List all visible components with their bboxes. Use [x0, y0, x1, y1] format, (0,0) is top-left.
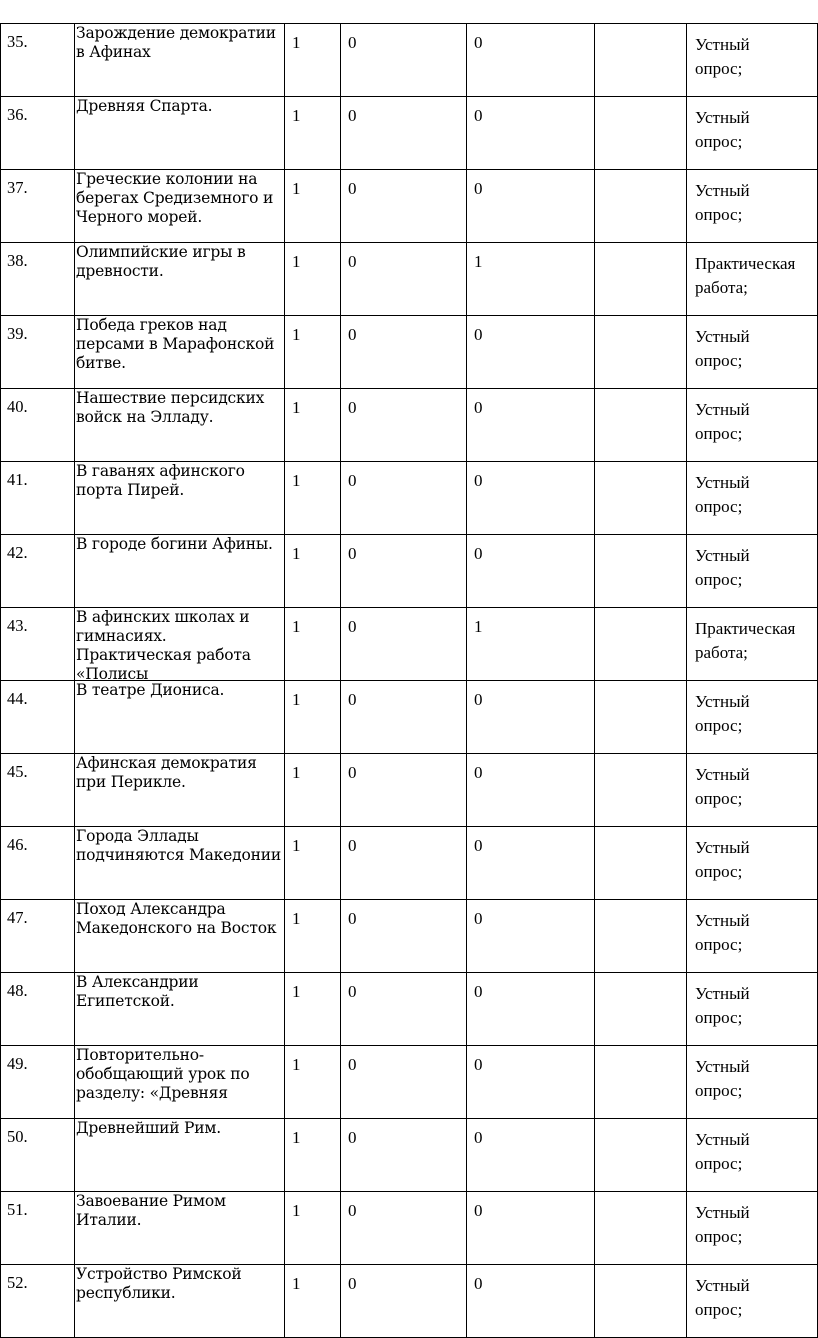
control-form-line-2: опрос; — [695, 59, 743, 78]
lesson-topic — [75, 681, 285, 754]
hours-control: 0 — [341, 316, 467, 389]
control-form-line-2: опрос; — [695, 1300, 743, 1319]
lesson-topic — [75, 535, 285, 608]
hours-control: 0 — [341, 754, 467, 827]
hours-total: 1 — [285, 973, 341, 1046]
control-form-line-2: опрос; — [695, 570, 743, 589]
lesson-number: 50. — [1, 1119, 75, 1192]
table-row — [1, 1265, 818, 1338]
lesson-topic — [75, 389, 285, 462]
lesson-number: 41. — [1, 462, 75, 535]
lesson-topic — [75, 243, 285, 316]
date-cell — [595, 24, 687, 97]
control-form-line-2: опрос; — [695, 789, 743, 808]
lesson-topic — [75, 170, 285, 243]
control-form-line-1: Практическая — [695, 254, 796, 273]
control-form-line-1: Устный — [695, 1276, 750, 1295]
lesson-number: 51. — [1, 1192, 75, 1265]
lesson-topic — [75, 97, 285, 170]
hours-practice: 0 — [467, 827, 595, 900]
lesson-number: 37. — [1, 170, 75, 243]
lesson-topic-text: Зарождение демократии в Афинах — [76, 24, 276, 61]
hours-practice: 0 — [467, 462, 595, 535]
lesson-topic-text: В городе богини Афины. — [76, 535, 273, 553]
hours-practice: 0 — [467, 900, 595, 973]
lesson-number: 52. — [1, 1265, 75, 1338]
table-row — [1, 243, 818, 316]
control-form — [687, 973, 818, 1046]
lesson-number: 40. — [1, 389, 75, 462]
control-form — [687, 316, 818, 389]
lesson-topic-text: В Александрии Египетской. — [76, 973, 199, 1010]
hours-control: 0 — [341, 1265, 467, 1338]
control-form-line-1: Устный — [695, 765, 750, 784]
control-form-line-2: опрос; — [695, 351, 743, 370]
hours-control: 0 — [341, 973, 467, 1046]
hours-control: 0 — [341, 97, 467, 170]
table-body — [1, 24, 818, 1338]
table-row — [1, 827, 818, 900]
control-form-line-1: Устный — [695, 400, 750, 419]
hours-control: 0 — [341, 1119, 467, 1192]
control-form-line-1: Устный — [695, 181, 750, 200]
hours-total: 1 — [285, 535, 341, 608]
table-row — [1, 900, 818, 973]
hours-practice: 0 — [467, 1265, 595, 1338]
control-form — [687, 1119, 818, 1192]
control-form-line-2: опрос; — [695, 132, 743, 151]
lesson-topic — [75, 462, 285, 535]
hours-total: 1 — [285, 681, 341, 754]
hours-practice: 0 — [467, 316, 595, 389]
hours-control: 0 — [341, 681, 467, 754]
lesson-topic-text: Завоевание Римом Италии. — [76, 1192, 226, 1229]
date-cell — [595, 608, 687, 681]
hours-total: 1 — [285, 1046, 341, 1119]
hours-total: 1 — [285, 389, 341, 462]
hours-practice: 0 — [467, 973, 595, 1046]
lesson-topic-text: Повторительно-обобщающий урок по разделу: «Древняя — [76, 1046, 250, 1102]
lesson-topic — [75, 900, 285, 973]
control-form-line-1: Практическая — [695, 619, 796, 638]
hours-total: 1 — [285, 316, 341, 389]
control-form-line-2: опрос; — [695, 1154, 743, 1173]
lesson-topic — [75, 1046, 285, 1119]
hours-practice: 0 — [467, 754, 595, 827]
lesson-topic — [75, 1265, 285, 1338]
hours-control: 0 — [341, 535, 467, 608]
date-cell — [595, 1119, 687, 1192]
hours-control: 0 — [341, 827, 467, 900]
lesson-topic — [75, 754, 285, 827]
hours-practice: 0 — [467, 97, 595, 170]
hours-total: 1 — [285, 462, 341, 535]
lesson-plan-table — [0, 23, 818, 1338]
control-form-line-1: Устный — [695, 546, 750, 565]
hours-total: 1 — [285, 754, 341, 827]
lesson-topic-text: В афинских школах и гимнасиях. Практическая работа «Полисы — [76, 608, 251, 683]
table-row — [1, 316, 818, 389]
lesson-topic — [75, 973, 285, 1046]
control-form-line-2: опрос; — [695, 862, 743, 881]
control-form — [687, 754, 818, 827]
hours-control: 0 — [341, 389, 467, 462]
table-row — [1, 97, 818, 170]
control-form-line-1: Устный — [695, 838, 750, 857]
lesson-topic — [75, 24, 285, 97]
lesson-number: 48. — [1, 973, 75, 1046]
table-row — [1, 170, 818, 243]
table-row — [1, 608, 818, 681]
table-row — [1, 973, 818, 1046]
table-row — [1, 462, 818, 535]
hours-total: 1 — [285, 1119, 341, 1192]
control-form-line-1: Устный — [695, 35, 750, 54]
date-cell — [595, 389, 687, 462]
lesson-topic-text: Греческие колонии на берегах Средиземного и Черного морей. — [76, 170, 274, 226]
lesson-number: 47. — [1, 900, 75, 973]
hours-control: 0 — [341, 900, 467, 973]
hours-practice: 0 — [467, 535, 595, 608]
date-cell — [595, 1046, 687, 1119]
hours-control: 0 — [341, 608, 467, 681]
control-form — [687, 1265, 818, 1338]
hours-practice: 0 — [467, 681, 595, 754]
hours-practice: 0 — [467, 1192, 595, 1265]
hours-control: 0 — [341, 1192, 467, 1265]
date-cell — [595, 1192, 687, 1265]
lesson-topic — [75, 1192, 285, 1265]
control-form — [687, 24, 818, 97]
hours-control: 0 — [341, 243, 467, 316]
hours-control: 0 — [341, 462, 467, 535]
control-form — [687, 97, 818, 170]
hours-total: 1 — [285, 243, 341, 316]
control-form — [687, 827, 818, 900]
lesson-topic — [75, 1119, 285, 1192]
control-form-line-1: Устный — [695, 1057, 750, 1076]
table-row — [1, 1046, 818, 1119]
lesson-topic-text: В гаванях афинского порта Пирей. — [76, 462, 245, 499]
table-row — [1, 1119, 818, 1192]
lesson-number: 36. — [1, 97, 75, 170]
control-form — [687, 535, 818, 608]
lesson-topic-text: Города Эллады подчиняются Македонии — [76, 827, 281, 864]
control-form-line-2: работа; — [695, 643, 748, 662]
date-cell — [595, 754, 687, 827]
control-form — [687, 1192, 818, 1265]
control-form-line-1: Устный — [695, 1203, 750, 1222]
lesson-topic-text: Древнейший Рим. — [76, 1119, 221, 1137]
hours-practice: 1 — [467, 243, 595, 316]
control-form-line-1: Устный — [695, 911, 750, 930]
control-form-line-2: опрос; — [695, 497, 743, 516]
lesson-number: 35. — [1, 24, 75, 97]
lesson-topic — [75, 608, 285, 681]
lesson-number: 39. — [1, 316, 75, 389]
lesson-topic-text: В театре Диониса. — [76, 681, 225, 699]
hours-total: 1 — [285, 827, 341, 900]
date-cell — [595, 900, 687, 973]
date-cell — [595, 1265, 687, 1338]
control-form — [687, 681, 818, 754]
control-form — [687, 608, 818, 681]
lesson-number: 46. — [1, 827, 75, 900]
hours-control: 0 — [341, 24, 467, 97]
hours-total: 1 — [285, 608, 341, 681]
hours-practice: 0 — [467, 1046, 595, 1119]
table-row — [1, 681, 818, 754]
control-form-line-1: Устный — [695, 473, 750, 492]
lesson-topic-text: Поход Александра Македонского на Восток — [76, 900, 277, 937]
hours-practice: 0 — [467, 24, 595, 97]
control-form-line-2: опрос; — [695, 1081, 743, 1100]
control-form-line-2: опрос; — [695, 935, 743, 954]
date-cell — [595, 462, 687, 535]
table-row — [1, 1192, 818, 1265]
lesson-topic-text: Победа греков над персами в Марафонской битве. — [76, 316, 275, 372]
hours-total: 1 — [285, 97, 341, 170]
table-row — [1, 24, 818, 97]
date-cell — [595, 973, 687, 1046]
control-form-line-1: Устный — [695, 692, 750, 711]
date-cell — [595, 170, 687, 243]
table-row — [1, 754, 818, 827]
lesson-number: 38. — [1, 243, 75, 316]
lesson-topic-text: Древняя Спарта. — [76, 97, 213, 115]
control-form — [687, 1046, 818, 1119]
date-cell — [595, 97, 687, 170]
control-form-line-2: опрос; — [695, 424, 743, 443]
hours-practice: 1 — [467, 608, 595, 681]
hours-practice: 0 — [467, 1119, 595, 1192]
control-form — [687, 462, 818, 535]
date-cell — [595, 681, 687, 754]
table-row — [1, 535, 818, 608]
control-form-line-2: работа; — [695, 278, 748, 297]
control-form-line-2: опрос; — [695, 205, 743, 224]
lesson-number: 45. — [1, 754, 75, 827]
control-form-line-2: опрос; — [695, 1008, 743, 1027]
date-cell — [595, 535, 687, 608]
lesson-number: 44. — [1, 681, 75, 754]
control-form-line-1: Устный — [695, 984, 750, 1003]
hours-practice: 0 — [467, 389, 595, 462]
hours-total: 1 — [285, 1265, 341, 1338]
hours-total: 1 — [285, 1192, 341, 1265]
control-form — [687, 170, 818, 243]
hours-control: 0 — [341, 1046, 467, 1119]
lesson-number: 49. — [1, 1046, 75, 1119]
lesson-topic-text: Олимпийские игры в древности. — [76, 243, 246, 280]
control-form-line-1: Устный — [695, 327, 750, 346]
control-form — [687, 243, 818, 316]
lesson-topic-text: Афинская демократия при Перикле. — [76, 754, 257, 791]
hours-control: 0 — [341, 170, 467, 243]
hours-total: 1 — [285, 24, 341, 97]
date-cell — [595, 243, 687, 316]
hours-practice: 0 — [467, 170, 595, 243]
lesson-number: 42. — [1, 535, 75, 608]
control-form-line-1: Устный — [695, 1130, 750, 1149]
control-form — [687, 389, 818, 462]
lesson-topic-text: Устройство Римской республики. — [76, 1265, 242, 1302]
lesson-topic — [75, 827, 285, 900]
date-cell — [595, 316, 687, 389]
date-cell — [595, 827, 687, 900]
control-form-line-1: Устный — [695, 108, 750, 127]
hours-total: 1 — [285, 170, 341, 243]
control-form — [687, 900, 818, 973]
lesson-number: 43. — [1, 608, 75, 681]
lesson-topic-text: Нашествие персидских войск на Элладу. — [76, 389, 265, 426]
control-form-line-2: опрос; — [695, 1227, 743, 1246]
control-form-line-2: опрос; — [695, 716, 743, 735]
lesson-topic — [75, 316, 285, 389]
hours-total: 1 — [285, 900, 341, 973]
table-row — [1, 389, 818, 462]
